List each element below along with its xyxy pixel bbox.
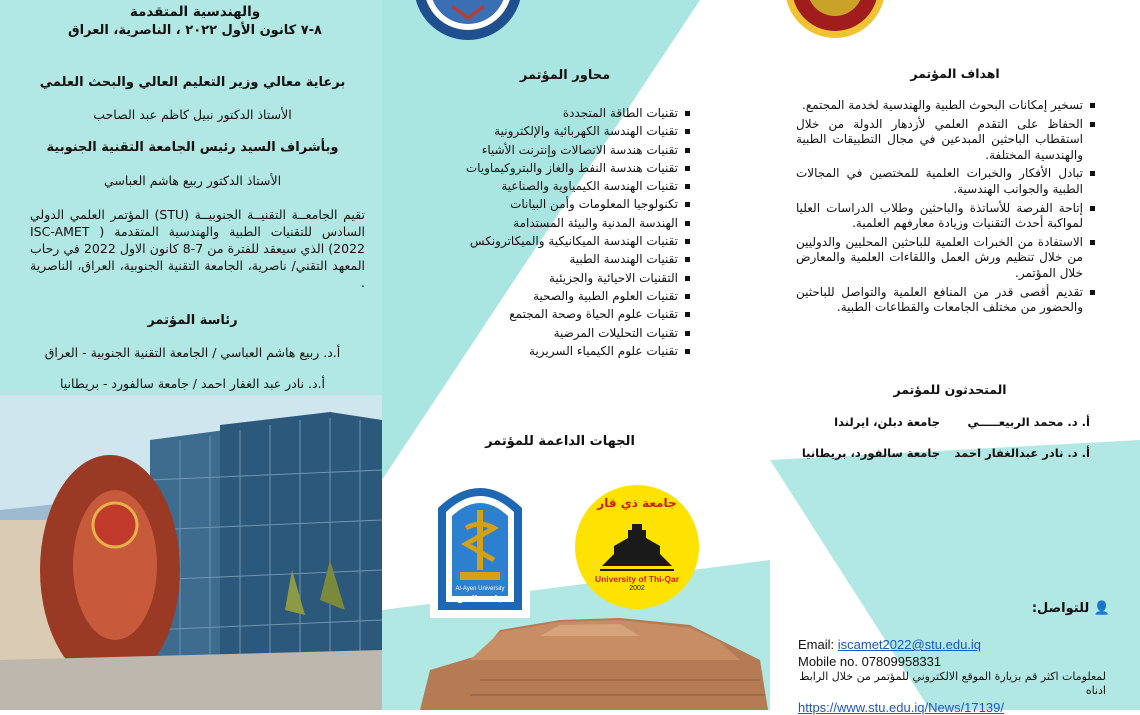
axis-item: الهندسة المدنية والبيئة المستدامة — [400, 214, 692, 232]
speakers-title: المتحدثون للمؤتمر — [893, 382, 1007, 397]
axis-item: تقنيات هندسة الاتصالات وإنترنت الأشياء — [400, 141, 692, 159]
presidency-member: أ.د. نادر عبد الغفار احمد / جامعة سالفورد - بريطانيا — [59, 376, 326, 391]
supervision-title: وبأشراف السيد رئيس الجامعة التقنية الجنوبية — [46, 140, 339, 155]
axis-item: تقنيات الطاقة المتجددة — [400, 104, 692, 122]
axis-item: تقنيات التحليلات المرضية — [400, 324, 692, 342]
goal-item: الحفاظ على التقدم العلمي لأزدهار الدولة من خلال استقطاب الباحثين المبدعين في مجال التطبيقات الطبية والهندسية المختلفة. — [796, 117, 1096, 164]
speaker-affiliation: جامعة سالفورد، بريطانيا — [801, 446, 940, 460]
axis-item: تقنيات الهندسة الميكانيكية والميكاترونكس — [400, 232, 692, 250]
alayen-logo-arabic-text: جامعة العين — [456, 594, 504, 603]
axis-item: تقنيات هندسة النفط والغاز والبتروكيماويات — [400, 159, 692, 177]
axis-item: تقنيات علوم الحياة وصحة المجتمع — [400, 305, 692, 323]
thiqar-logo-english-text: University of Thi-Qar — [594, 574, 680, 584]
goal-item: تقديم أقصى قدر من المنافع العلمية والتواصل للباحثين والحضور من مختلف الجامعات والقطاعات الطبية. — [796, 285, 1096, 316]
more-info-text: لمعلومات اكثر قم بزيارة الموقع الالكتروني للمؤتمر من خلال الرابط ادناه — [799, 670, 1106, 697]
building-photo — [0, 395, 382, 710]
header-line-1: والهندسية المتقدمة — [129, 4, 261, 20]
axis-item: تقنيات الهندسة الكيمياوية والصناعية — [400, 177, 692, 195]
axes-title: محاور المؤتمر — [519, 68, 611, 83]
president-name: الأستاذ الدكتور ربيع هاشم العباسي — [103, 173, 282, 188]
goals-list — [796, 98, 1096, 319]
person-icon: 👤 — [1093, 601, 1110, 616]
goals-title: اهداف المؤتمر — [910, 66, 1000, 81]
goal-item: الاستفادة من الخبرات العلمية للباحثين المحليين والدوليين من خلال تنظيم ورش العمل واللقاءات العلمية والمعارض خلال المؤتمر. — [796, 235, 1096, 282]
presidency-title: رئاسة المؤتمر — [147, 313, 238, 328]
intro-paragraph: تقيم الجامعــة التقنيــة الجنوبيــة (STU) المؤتمر العلمي الدولي السادس للتقنيات الطبية والهندسية المتقدمة ( ISC-AMET 2022) الذي سيعقد للفترة من 7-8 كانون الاول 2022 في رحاب المعهد التقني/ ناصرية، الجامعة التقنية الجنوبية، العراق، الناصرية . — [30, 207, 365, 290]
stu-logo — [780, 0, 890, 40]
presidency-member: أ.د. ربيع هاشم العباسي / الجامعة التقنية الجنوبية - العراق — [44, 345, 341, 360]
contact-heading — [960, 601, 1110, 616]
axis-item: تقنيات علوم الكيمياء السريرية — [400, 342, 692, 360]
axis-item: تكنولوجيا المعلومات وأمن البيانات — [400, 195, 692, 213]
axis-item: تقنيات الهندسة الطبية — [400, 250, 692, 268]
axis-item: التقنيات الاحيائية والجزيئية — [400, 269, 692, 287]
patronage-title: برعاية معالي وزير التعليم العالي والبحث العلمي — [39, 75, 346, 90]
thiqar-logo-year: 2002 — [629, 585, 645, 592]
axis-item: تقنيات الهندسة الكهربائية والإلكترونية — [400, 122, 692, 140]
speaker-name: أ. د. محمد الربيعـــــي — [967, 415, 1090, 429]
email-line — [798, 637, 1118, 652]
mobile-number: Mobile no. 07809958331 — [798, 654, 942, 669]
axes-list — [400, 104, 692, 360]
goal-item: تسخير إمكانات البحوث الطبية والهندسية لخدمة المجتمع. — [796, 98, 1096, 114]
email-label: Email: — [798, 637, 835, 652]
alayen-logo-top-text: Al-Ayen University — [455, 586, 505, 592]
goal-item: إتاحة الفرصة للأساتذة والباحثين وطلاب الدراسات العليا لمواكبة أحدث التقنيات وزيادة معارفهم العلمية. — [796, 201, 1096, 232]
alayen-university-logo — [430, 470, 530, 618]
email-link[interactable]: iscamet2022@stu.edu.iq — [837, 637, 982, 652]
thiqar-university-logo — [574, 484, 700, 610]
goal-item: تبادل الأفكار والخبرات العلمية للمختصين في المجالات الطبية والجوانب الهندسية. — [796, 166, 1096, 197]
website-link[interactable]: https://www.stu.edu.iq/News/17139/ — [798, 700, 1004, 715]
contact-title: للتواصل: — [1031, 601, 1090, 616]
speaker-affiliation: جامعة دبلن، ايرلندا — [834, 415, 940, 429]
axis-item: تقنيات العلوم الطبية والصحية — [400, 287, 692, 305]
thiqar-logo-arabic-text: جامعة ذي قار — [597, 496, 677, 510]
speaker-name: أ. د. نادر عبدالغفار احمد — [954, 446, 1090, 460]
minister-name: الأستاذ الدكتور نبيل كاظم عبد الصاحب — [93, 107, 292, 122]
sponsors-title: الجهات الداعمة للمؤتمر — [485, 434, 635, 449]
institute-logo — [412, 0, 524, 44]
header-date-location: ٨-٧ كانون الأول ٢٠٢٢ ، الناصرية، العراق — [68, 23, 322, 38]
